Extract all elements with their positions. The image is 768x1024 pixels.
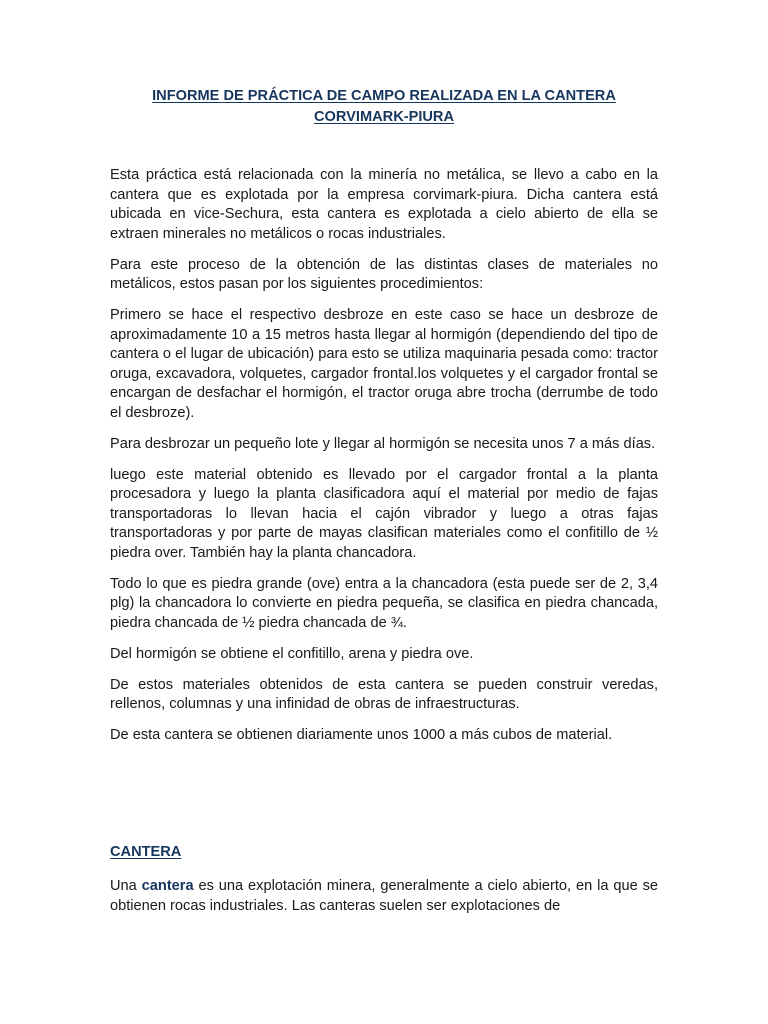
section-intro-before: Una <box>110 878 142 894</box>
section-paragraph <box>110 877 658 916</box>
paragraph: Todo lo que es piedra grande (ove) entra a la chancadora (esta puede ser de 2, 3,4 plg) la chancadora lo convierte en piedra pequeña, se clasifica en piedra chancada, piedra chancada de ½ piedra chancada de ¾. <box>110 575 658 631</box>
section-heading: CANTERA <box>110 844 182 860</box>
title-line-1: INFORME DE PRÁCTICA DE CAMPO REALIZADA EN LA CANTERA <box>152 88 616 104</box>
paragraph: Esta práctica está relacionada con la minería no metálica, se llevo a cabo en la cantera que es explotada por la empresa corvimark-piura. Dicha cantera está ubicada en vice-Sechura, esta cantera es explotada a cielo abierto de ella se extraen minerales no metálicos o rocas industriales. <box>110 167 658 242</box>
paragraph: Del hormigón se obtiene el confitillo, arena y piedra ove. <box>110 645 474 662</box>
document-title <box>110 86 658 128</box>
title-line-2: CORVIMARK-PIURA <box>314 109 454 125</box>
paragraph: luego este material obtenido es llevado por el cargador frontal a la planta procesadora y luego la planta clasificadora aquí el material por medio de fajas transportadoras lo llevan hacia el cajón vibrador y luego a otras fajas transportadoras y por parte de mayas clasifican materiales como el confitillo de ½ piedra over. También hay la planta chancadora. <box>110 466 658 561</box>
section-term: cantera <box>141 878 194 894</box>
paragraph: Primero se hace el respectivo desbroze en este caso se hace un desbroze de aproximadamente 10 a 15 metros hasta llegar al hormigón (dependiendo del tipo de cantera o el lugar de ubicación) para esto se utiliza maquinaria pesada como: tractor oruga, excavadora, volquetes, cargador frontal.los volquetes y el cargador frontal se encargan de desfachar el hormigón, el tractor oruga abre trocha (derrumbe de todo el desbroze). <box>110 307 658 421</box>
report-body <box>110 166 658 757</box>
paragraph: Para este proceso de la obtención de las distintas clases de materiales no metálicos, estos pasan por los siguientes procedimientos: <box>110 256 658 292</box>
paragraph: Para desbrozar un pequeño lote y llegar al hormigón se necesita unos 7 a más días. <box>110 435 656 452</box>
paragraph: De esta cantera se obtienen diariamente unos 1000 a más cubos de material. <box>110 727 613 743</box>
section-intro-after: es una explotación minera, generalmente a cielo abierto, en la que se obtienen rocas industriales. Las canteras suelen ser explotaciones de <box>110 878 658 914</box>
paragraph: De estos materiales obtenidos de esta cantera se pueden construir veredas, rellenos, columnas y una infinidad de obras de infraestructuras. <box>110 676 658 712</box>
